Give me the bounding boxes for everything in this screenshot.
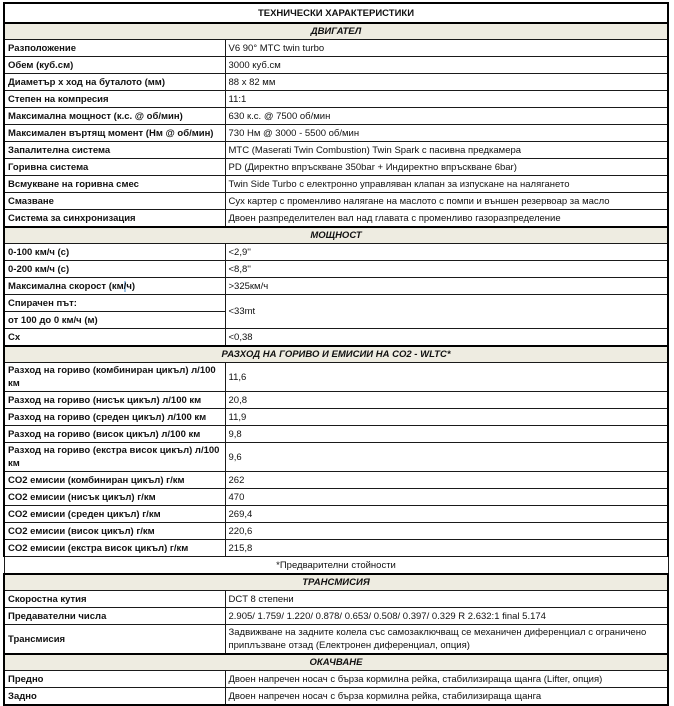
row-label: Разход на гориво (нисък цикъл) л/100 км [4,392,225,409]
row-value: Двоен напречен носач с бърза кормилна рейка, стабилизираща щанга [225,688,668,706]
row-value: MTC (Maserati Twin Combustion) Twin Spark с пасивна предкамера [225,142,668,159]
row-label: Предно [4,671,225,688]
row-label: CO2 емисии (нисък цикъл) г/км [4,489,225,506]
table-row [4,40,668,57]
row-label: Спирачен път: [4,295,225,312]
table-row [4,506,668,523]
row-value: 730 Нм @ 3000 - 5500 об/мин [225,125,668,142]
row-value: 269,4 [225,506,668,523]
row-value: DCT 8 степени [225,591,668,608]
table-row [4,671,668,688]
row-value: <2,9'' [225,244,668,261]
table-row [4,176,668,193]
row-label: Всмукване на горивна смес [4,176,225,193]
row-label: Горивна система [4,159,225,176]
row-label: Cx [4,329,225,347]
row-value: PD (Директно впръскване 350bar + Индиректно впръскване 6bar) [225,159,668,176]
table-row [4,363,668,392]
row-value: 11,9 [225,409,668,426]
row-label: Трансмисия [4,625,225,655]
table-row [4,472,668,489]
table-row [4,443,668,472]
row-label: от 100 до 0 км/ч (м) [4,312,225,329]
title-row [4,3,668,23]
row-label: Максимална мощност (к.с. @ об/мин) [4,108,225,125]
row-label: 0-100 км/ч (с) [4,244,225,261]
row-value: 88 x 82 мм [225,74,668,91]
row-label: Смазване [4,193,225,210]
row-label: CO2 емисии (комбиниран цикъл) г/км [4,472,225,489]
row-value: 11:1 [225,91,668,108]
row-value: <8,8'' [225,261,668,278]
table-row [4,688,668,706]
row-value: <33mt [225,295,668,329]
row-value: >325км/ч [225,278,668,295]
row-value: 2.905/ 1.759/ 1.220/ 0.878/ 0.653/ 0.508/ 0.397/ 0.329 R 2.632:1 final 5.174 [225,608,668,625]
section-heading: ДВИГАТЕЛ [4,23,668,40]
row-label: Разход на гориво (комбиниран цикъл) л/100 км [4,363,225,392]
row-value: V6 90° MTC twin turbo [225,40,668,57]
footnote-row [4,557,668,575]
section-performance [4,227,668,244]
table-row [4,142,668,159]
section-heading: ОКАЧВАНЕ [4,654,668,671]
row-value: Twin Side Turbo с електронно управляван клапан за изпускане на налягането [225,176,668,193]
row-value: Сух картер с променливо налягане на маслото с помпи и външен резервоар за масло [225,193,668,210]
table-row [4,210,668,228]
row-value: 9,6 [225,443,668,472]
row-value: <0,38 [225,329,668,347]
row-label: CO2 емисии (екстра висок цикъл) г/км [4,540,225,557]
section-heading: МОЩНОСТ [4,227,668,244]
row-value: 220,6 [225,523,668,540]
table-row [4,125,668,142]
table-row [4,295,668,312]
table-row [4,591,668,608]
row-label: CO2 емисии (среден цикъл) г/км [4,506,225,523]
row-label: Предавателни числа [4,608,225,625]
table-row [4,278,668,295]
table-row [4,74,668,91]
row-label: CO2 емисии (висок цикъл) г/км [4,523,225,540]
table-row [4,540,668,557]
table-row [4,608,668,625]
row-label: Запалителна система [4,142,225,159]
table-row [4,329,668,347]
table-row [4,625,668,655]
row-label: Обем (куб.см) [4,57,225,74]
table-row [4,409,668,426]
row-label [4,278,225,295]
row-label: Максимален въртящ момент (Нм @ об/мин) [4,125,225,142]
label-part: Максимална скорост (км [8,280,124,292]
table-row [4,57,668,74]
table-row [4,159,668,176]
section-engine [4,23,668,40]
row-label: Скоростна кутия [4,591,225,608]
row-label: Задно [4,688,225,706]
row-value: Двоен напречен носач с бърза кормилна рейка, стабилизираща щанга (Lifter, опция) [225,671,668,688]
text-selection-highlight: / [123,280,127,292]
table-title: ТЕХНИЧЕСКИ ХАРАКТЕРИСТИКИ [4,3,668,23]
table-row [4,193,668,210]
table-row [4,261,668,278]
row-label: 0-200 км/ч (с) [4,261,225,278]
table-row [4,108,668,125]
row-value: 630 к.с. @ 7500 об/мин [225,108,668,125]
row-value: Задвижване на задните колела със самозаключващ се механичен диференциал с ограничено приплъзване отзад (Електронен диференциал, опция) [225,625,668,655]
row-value: 262 [225,472,668,489]
footnote: *Предварителни стойности [4,557,668,575]
label-part: ч) [126,280,135,292]
row-label: Степен на компресия [4,91,225,108]
section-heading: ТРАНСМИСИЯ [4,574,668,591]
section-suspension [4,654,668,671]
table-row [4,392,668,409]
row-label: Разход на гориво (среден цикъл) л/100 км [4,409,225,426]
row-label: Диаметър х ход на буталото (мм) [4,74,225,91]
row-label: Разположение [4,40,225,57]
table-row [4,523,668,540]
section-fuel [4,346,668,363]
table-row [4,91,668,108]
row-value: 3000 куб.см [225,57,668,74]
section-transmission [4,574,668,591]
row-value: 9,8 [225,426,668,443]
row-label: Система за синхронизация [4,210,225,228]
row-label: Разход на гориво (висок цикъл) л/100 км [4,426,225,443]
table-row [4,244,668,261]
section-heading: РАЗХОД НА ГОРИВО И ЕМИСИИ НА CO2 - WLTC* [4,346,668,363]
row-value: 470 [225,489,668,506]
table-row [4,489,668,506]
spec-sheet [3,2,669,706]
row-value: 11,6 [225,363,668,392]
row-value: 215,8 [225,540,668,557]
table-row [4,426,668,443]
spec-table [3,2,669,706]
row-value: 20,8 [225,392,668,409]
row-label: Разход на гориво (екстра висок цикъл) л/100 км [4,443,225,472]
row-value: Двоен разпределителен вал над главата с променливо газоразпределение [225,210,668,228]
